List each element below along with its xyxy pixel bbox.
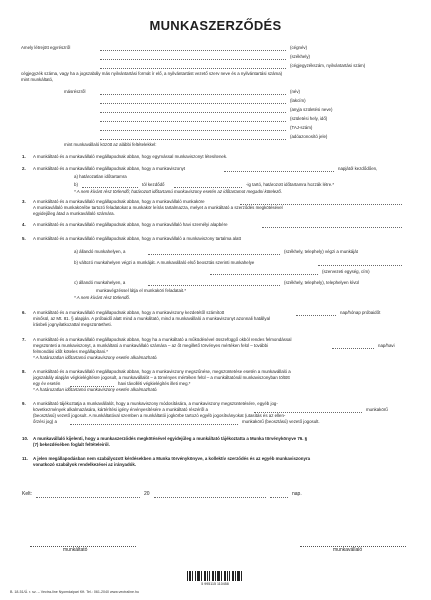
barcode-number: 5 995115 110458: [201, 582, 229, 586]
outside-workplace-line[interactable]: [148, 285, 280, 286]
employee-intro: másrészről: [64, 89, 86, 94]
clause-2-main: A munkáltató és a munkavállaló megállapodnak abban, hogy a munkaviszonyt: [33, 166, 186, 171]
clause-number: 10.: [22, 436, 29, 441]
employee-address-line[interactable]: [100, 103, 286, 104]
employee-mother-line[interactable]: [100, 112, 286, 113]
clause-number: 7.: [22, 337, 26, 342]
employer-tail: mint munkáltató,: [21, 77, 54, 82]
barcode: [187, 571, 243, 581]
employee-tail: mint munkavállaló között az alábbi feltételekkel:: [64, 142, 157, 147]
employer-intro: Amely létrejött egyrészről: [21, 45, 71, 50]
clause-8-line3-tail: havi távolléti végkielégítés illeti meg.*: [118, 381, 191, 386]
clause-8-line1: A munkáltató és a munkavállaló megállapodnak abban, hogy a munkaviszony megszűnése, megszüntetése esetén a munkavállaló a: [33, 369, 291, 374]
probation-days-line[interactable]: [296, 315, 336, 316]
employer-seat-label: (székhely): [290, 54, 311, 59]
clause-7-note: * A határozatlan időtartamú munkaviszony esetén alkalmazható.: [33, 355, 158, 360]
clause-number: 3.: [22, 199, 26, 204]
employee-tax-label: (adóazonosító jele): [290, 134, 328, 139]
clause-3-line3: egyidejűleg átad a munkavállaló számára.: [33, 211, 115, 216]
clause-9-line4-head: őrzési jog) a: [33, 419, 57, 424]
place-line[interactable]: [36, 497, 140, 498]
base-salary-line[interactable]: [262, 227, 402, 228]
fixed-end-line[interactable]: [174, 187, 242, 188]
clause-9-line4-tail: munkakörű (beosztású) vezető jogosult.: [242, 419, 320, 424]
year-prefix: 20: [144, 491, 150, 497]
date-line[interactable]: [154, 497, 266, 498]
employee-birth-line[interactable]: [100, 121, 286, 122]
employee-address-label: (lakcím): [290, 98, 306, 103]
clause-2-note: * A nem kívánt rész törlendő; határozott időtartamú munkaviszony esetén az időtartamot megadni kötelező.: [74, 189, 283, 194]
clause-5-c-line2: munkavégzéssel látja el munkaköri feladatait.*: [96, 288, 187, 293]
clause-5-b-tail: (szervezeti egység, cím): [322, 269, 370, 274]
employer-reg-line[interactable]: [100, 68, 286, 69]
clause-8-line2: jogszabály alapján végkielégítésre jogosult, a munkavállalót – a törvényes mértéken felül – a munkáltatónál munkaviszonyban töltött: [33, 375, 290, 380]
date-label: Kelt:: [22, 491, 33, 497]
supervising-manager-line[interactable]: [70, 424, 238, 425]
clause-number: 11.: [22, 456, 28, 461]
clause-9-line2-tail: munkakörű: [366, 407, 388, 412]
employee-name-label: (név): [290, 89, 301, 94]
clause-5-b: b) változó munkahelyen végzi a munkáját. A munkavállaló első beosztás szerinti munkahelye: [74, 260, 255, 265]
clause-5-a-tail: (székhely, telephely) végzi a munkáját: [284, 249, 358, 254]
employer-name-label: (cégnév): [290, 45, 308, 50]
document-title: MUNKASZERZŐDÉS: [149, 18, 282, 33]
clause-9-line3: (beosztású) vezető jogosult. A munkáltatóval szemben a munkáltatói jogkörbe tartozó egyéb jogosítványokat (utasítás és az ellen-: [33, 413, 286, 418]
clause-3-line1: A munkáltató és a munkavállaló megállapodnak abban, hogy a munkavállaló munkaköre: [33, 199, 205, 204]
clause-6-line1: A munkáltató és a munkavállaló megállapodnak abban, hogy a munkaviszony kezdetétől számított: [33, 310, 225, 315]
notice-extra-line[interactable]: [332, 348, 374, 349]
clause-2-tail: napjától kezdődően,: [338, 166, 378, 171]
employee-tax-line[interactable]: [100, 139, 286, 140]
employer-seat-line[interactable]: [100, 59, 286, 60]
day-line[interactable]: [270, 497, 288, 498]
clause-number: 2.: [22, 166, 26, 171]
clause-number: 8.: [22, 369, 26, 374]
clause-number: 4.: [22, 222, 26, 227]
variable-workplace-line[interactable]: [318, 265, 402, 266]
employer-reg-wrap: cégjegyzék száma, vagy ha a jogszabály más nyilvántartási formát ír elő, a nyilvántartást vezető szerv neve és a nyilvántartási száma): [21, 71, 283, 76]
clause-5-c-head: c) állandó munkahelyen, a: [74, 280, 126, 285]
clause-number: 9.: [22, 401, 26, 406]
clause-6-line2: minősül, az Mt. 81. § alapján. A próbaidő alatt mind a munkáltató, mind a munkavállaló a munkaviszonyt azonnali hatállyal: [33, 316, 270, 321]
clause-5-a-head: a) állandó munkahelyen, a: [74, 249, 126, 254]
fixed-workplace-line[interactable]: [148, 254, 280, 255]
clause-2-option-b: b): [74, 182, 78, 187]
clause-1: A munkáltató és a munkavállaló megállapodnak abban, hogy egymással munkaviszonyt létesítenek.: [33, 154, 228, 159]
clause-9-line2: következmények alkalmazására, kártérítési igény érvényesítésére a munkáltató részéről a: [33, 407, 208, 412]
employee-taj-label: (TAJ-szám): [290, 125, 313, 130]
clause-6-line3: írásbeli jognyilatkozattal megszüntetheti.: [33, 322, 112, 327]
clause-number: 5.: [22, 236, 26, 241]
fixed-start-line[interactable]: [82, 187, 138, 188]
clause-8-note: * A határozatlan időtartamú munkaviszony esetén alkalmazható.: [33, 387, 158, 392]
clause-7-line2-tail: nap/havi: [378, 343, 395, 348]
clause-4: A munkáltató és a munkavállaló megállapodnak abban, hogy a munkavállaló havi személyi alapbére: [33, 222, 228, 227]
employee-taj-line[interactable]: [100, 130, 286, 131]
clause-2-b-tail: -ig tartó, határozott időtartamra hozzák létre.*: [246, 182, 335, 187]
clause-2-b-mid: tól kezdődő: [142, 182, 165, 187]
clause-7-line3: felmondási időt köteles megállapítani.*: [33, 349, 108, 354]
clause-5-c-tail: (székhely, telephely), telephelyen kívül: [284, 280, 359, 285]
footer-imprint: B. 18-51/Ú. r. sz. – Vectra-line Nyomdaipari Kft. Tel.: 061-2040 www.vectraline.hu: [10, 590, 139, 594]
clause-number: 1.: [22, 154, 26, 159]
clause-10-line2: (7) bekezdésében foglalt feltételeiről.: [33, 442, 110, 447]
clause-5-note: * A nem kívánt rész törlendő.: [74, 295, 131, 300]
clause-7-line2: megszünteti a munkaviszonyt, a munkáltató a munkavállaló számára – az őt megillető törvényes mértéken felül – további: [33, 343, 269, 348]
clause-2-option-a: a) határozatlan időtartamra: [74, 174, 127, 179]
employer-signature-label: munkáltató: [63, 547, 88, 553]
clause-8-line3-head: egy év esetén: [33, 381, 61, 386]
clause-number: 6.: [22, 310, 26, 315]
unit-address-line[interactable]: [210, 274, 318, 275]
employer-name-line[interactable]: [100, 50, 286, 51]
clause-6-line1-tail: nap/hónap próbaidőt: [340, 310, 381, 315]
clause-5-main: A munkáltató és a munkavállaló megállapodnak abban, hogy a munkavállaló a munkaviszony tartalma alatt: [33, 236, 241, 241]
start-date-line[interactable]: [224, 171, 334, 172]
clause-9-line1: A munkáltató tájékoztatja a munkavállalót, hogy a munkaviszony módosítására, a munkaviszony megszüntetésére, egyéb jog-: [33, 401, 278, 406]
employer-reg-label: (cégjegyzékszám, nyilvántartási szám): [290, 63, 366, 68]
clause-10-line1: A munkavállaló kijelenti, hogy a munkaszerződés megkötésével egyidejűleg a munkáltató tájékoztatta a Munka törvénykönyve 76. §: [33, 436, 308, 441]
clause-3-line2: A munkavállaló munkakörébe tartozó feladatokat a munkakör leírás tartalmazza, melyet a munkáltató a szerződés megkötésével: [33, 205, 283, 210]
employee-mother-label: (anyja születési neve): [290, 107, 333, 112]
clause-7-line1: A munkáltató és a munkavállaló megállapodnak abban, hogy ha a munkáltató a működésével összefüggő okból rendes felmondással: [33, 337, 292, 342]
employee-birth-label: (születési hely, idő): [290, 116, 328, 121]
employee-name-line[interactable]: [100, 94, 286, 95]
day-suffix: nap.: [292, 491, 302, 497]
employee-signature-label: munkavállaló: [333, 547, 363, 553]
clause-11-line2: vonatkozó szabályok rendelkezései az irányadók.: [33, 462, 136, 467]
clause-11-line1: A jelen megállapodásban nem szabályozott kérdésekben a Munka törvénykönyve, a kollektív szerződés és az egyéb munkaviszonyra: [33, 456, 311, 461]
